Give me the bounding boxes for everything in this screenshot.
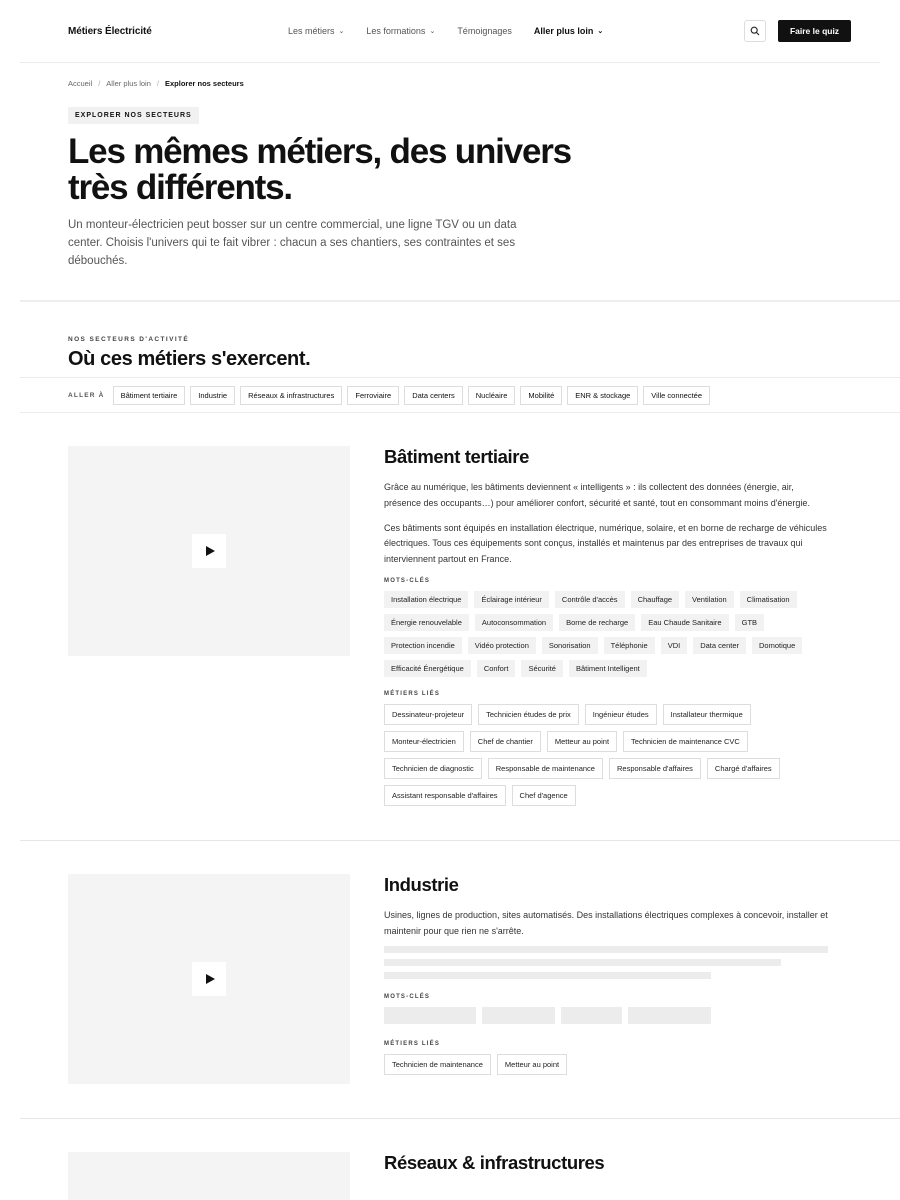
sector-video[interactable] <box>68 874 350 1084</box>
quiz-button[interactable]: Faire le quiz <box>778 20 851 42</box>
hero-description: Un monteur-électricien peut bosser sur un centre commercial, une ligne TGV ou un data center. Choisis l'univers qui te fait vibrer : chacun a ses chantiers, ses contraintes et ses débouchés. <box>68 219 517 267</box>
breadcrumb-home[interactable]: Accueil <box>68 78 93 88</box>
job-link[interactable]: Responsable de maintenance <box>488 758 603 779</box>
skeleton-tag <box>482 1007 555 1024</box>
skeleton-tag <box>384 1007 476 1024</box>
job-link[interactable]: Chef de chantier <box>470 731 541 752</box>
sector-jump-bar <box>20 377 900 413</box>
job-link[interactable]: Technicien de maintenance <box>384 1054 491 1075</box>
job-link[interactable]: Installateur thermique <box>663 704 751 725</box>
jobs-label: MÉTIERS LIÉS <box>384 690 441 697</box>
jump-chip-mobilite[interactable]: Mobilité <box>520 386 562 405</box>
jump-label: ALLER À <box>68 391 105 399</box>
section-divider <box>20 300 900 302</box>
skeleton-line <box>384 972 711 979</box>
site-logo[interactable]: Métiers Électricité <box>68 25 152 37</box>
play-icon <box>206 974 215 984</box>
sector-title: Bâtiment tertiaire <box>384 446 529 467</box>
skeleton-line <box>384 959 781 966</box>
keywords-label: MOTS-CLÉS <box>384 993 431 1000</box>
main-nav <box>288 26 744 36</box>
play-button[interactable] <box>192 962 226 996</box>
keyword-tag: Borne de recharge <box>559 614 635 631</box>
site-header <box>20 0 880 63</box>
jobs-label: MÉTIERS LIÉS <box>384 1040 441 1047</box>
keyword-tag: GTB <box>735 614 764 631</box>
job-link[interactable]: Assistant responsable d'affaires <box>384 785 506 806</box>
keywords-label: MOTS-CLÉS <box>384 577 431 584</box>
keyword-tag: Énergie renouvelable <box>384 614 469 631</box>
job-link[interactable]: Chargé d'affaires <box>707 758 780 779</box>
sector-batiment-tertiaire <box>0 413 900 806</box>
nav-label: Témoignages <box>457 26 512 36</box>
keyword-tag: Confort <box>477 660 516 677</box>
job-link[interactable]: Monteur-électricien <box>384 731 464 752</box>
job-link[interactable]: Metteur au point <box>497 1054 567 1075</box>
jump-chip-enr[interactable]: ENR & stockage <box>567 386 638 405</box>
sector-content <box>384 1152 829 1200</box>
sector-industrie <box>0 841 900 1084</box>
nav-item-aller-plus-loin[interactable] <box>534 26 603 36</box>
jump-chip-ferroviaire[interactable]: Ferroviaire <box>347 386 399 405</box>
loading-placeholder-text <box>384 946 829 979</box>
job-link[interactable]: Chef d'agence <box>512 785 576 806</box>
keyword-tag: Sécurité <box>521 660 563 677</box>
chevron-down-icon: ⌄ <box>597 28 604 35</box>
jobs-list <box>384 1054 829 1075</box>
keyword-tag: VDI <box>661 637 688 654</box>
breadcrumb-aller-plus-loin[interactable]: Aller plus loin <box>106 78 151 88</box>
keyword-tag: Climatisation <box>740 591 797 608</box>
nav-label: Aller plus loin <box>533 26 594 36</box>
breadcrumb-separator: / <box>98 78 101 88</box>
sector-paragraph: Ces bâtiments sont équipés en installation électrique, numérique, solaire, et en borne de recharge de véhicules électriques. Tous ces équipements sont conçus, installés et maintenus par des entreprises de travaux qui interviennent partout en France. <box>384 522 827 565</box>
keyword-tag: Contrôle d'accès <box>555 591 625 608</box>
title-line-1: Les mêmes métiers, des univers <box>68 132 571 171</box>
keywords-list <box>384 1007 829 1024</box>
jump-chip-ville[interactable]: Ville connectée <box>643 386 710 405</box>
keywords-list <box>384 591 829 677</box>
job-link[interactable]: Ingénieur études <box>585 704 657 725</box>
job-link[interactable]: Metteur au point <box>547 731 617 752</box>
job-link[interactable]: Technicien de maintenance CVC <box>623 731 748 752</box>
breadcrumb <box>68 78 900 88</box>
keyword-tag: Vidéo protection <box>468 637 536 654</box>
nav-item-temoignages[interactable] <box>457 26 512 36</box>
job-link[interactable]: Dessinateur-projeteur <box>384 704 472 725</box>
nav-item-metiers[interactable] <box>288 26 344 36</box>
sectors-kicker: NOS SECTEURS D'ACTIVITÉ <box>68 336 190 343</box>
jump-chip-data-centers[interactable]: Data centers <box>404 386 463 405</box>
sector-video[interactable] <box>68 1152 350 1200</box>
sector-paragraph: Grâce au numérique, les bâtiments deviennent « intelligents » : ils collectent des données (énergie, air, présence des occupants…) pour améliorer confort, sécurité et santé, tout en consommant moins d'énergie. <box>384 482 810 508</box>
breadcrumb-current: Explorer nos secteurs <box>164 78 244 88</box>
breadcrumb-separator: / <box>156 78 159 88</box>
keyword-tag: Ventilation <box>685 591 734 608</box>
play-button[interactable] <box>192 534 226 568</box>
sector-title: Réseaux & infrastructures <box>384 1151 605 1173</box>
search-icon <box>750 26 760 36</box>
keyword-tag: Data center <box>693 637 746 654</box>
keyword-tag: Efficacité Énergétique <box>384 660 471 677</box>
job-link[interactable]: Responsable d'affaires <box>609 758 701 779</box>
keyword-tag: Chauffage <box>631 591 679 608</box>
keyword-tag: Eau Chaude Sanitaire <box>641 614 728 631</box>
keyword-tag: Installation électrique <box>384 591 468 608</box>
jump-chip-industrie[interactable]: Industrie <box>190 386 235 405</box>
keyword-tag: Téléphonie <box>604 637 655 654</box>
play-icon <box>206 546 215 556</box>
keyword-tag: Protection incendie <box>384 637 462 654</box>
nav-label: Les formations <box>366 26 426 36</box>
hero-eyebrow: EXPLORER NOS SECTEURS <box>68 107 199 124</box>
nav-label: Les métiers <box>288 26 335 36</box>
search-button[interactable] <box>744 20 766 42</box>
jobs-list <box>384 704 829 806</box>
chevron-down-icon: ⌄ <box>429 28 436 35</box>
sector-paragraph: Usines, lignes de production, sites automatisés. Des installations électriques complexes à concevoir, installer et maintenir pour que rien ne s'arrête. <box>384 909 828 936</box>
keyword-tag: Éclairage intérieur <box>474 591 548 608</box>
title-line-2: très différents. <box>68 168 292 207</box>
skeleton-tag <box>561 1007 622 1024</box>
job-link[interactable]: Technicien études de prix <box>478 704 579 725</box>
sectors-title: Où ces métiers s'exercent. <box>68 348 311 370</box>
jump-chip-nucleaire[interactable]: Nucléaire <box>468 386 516 405</box>
keyword-tag: Domotique <box>752 637 802 654</box>
jump-chip-batiment[interactable]: Bâtiment tertiaire <box>113 386 186 405</box>
sector-reseaux <box>0 1119 900 1200</box>
nav-item-formations[interactable] <box>366 26 435 36</box>
sector-title: Industrie <box>384 873 459 895</box>
chevron-down-icon: ⌄ <box>338 28 345 35</box>
keyword-tag: Bâtiment Intelligent <box>569 660 647 677</box>
sector-content <box>384 874 829 1084</box>
sector-video[interactable] <box>68 446 350 656</box>
skeleton-line <box>384 946 828 953</box>
skeleton-tag <box>628 1007 711 1024</box>
sector-content <box>384 446 829 806</box>
keyword-tag: Sonorisation <box>542 637 598 654</box>
jump-chip-reseaux[interactable]: Réseaux & infrastructures <box>240 386 342 405</box>
job-link[interactable]: Technicien de diagnostic <box>384 758 482 779</box>
page-title <box>68 134 628 206</box>
keyword-tag: Autoconsommation <box>475 614 553 631</box>
